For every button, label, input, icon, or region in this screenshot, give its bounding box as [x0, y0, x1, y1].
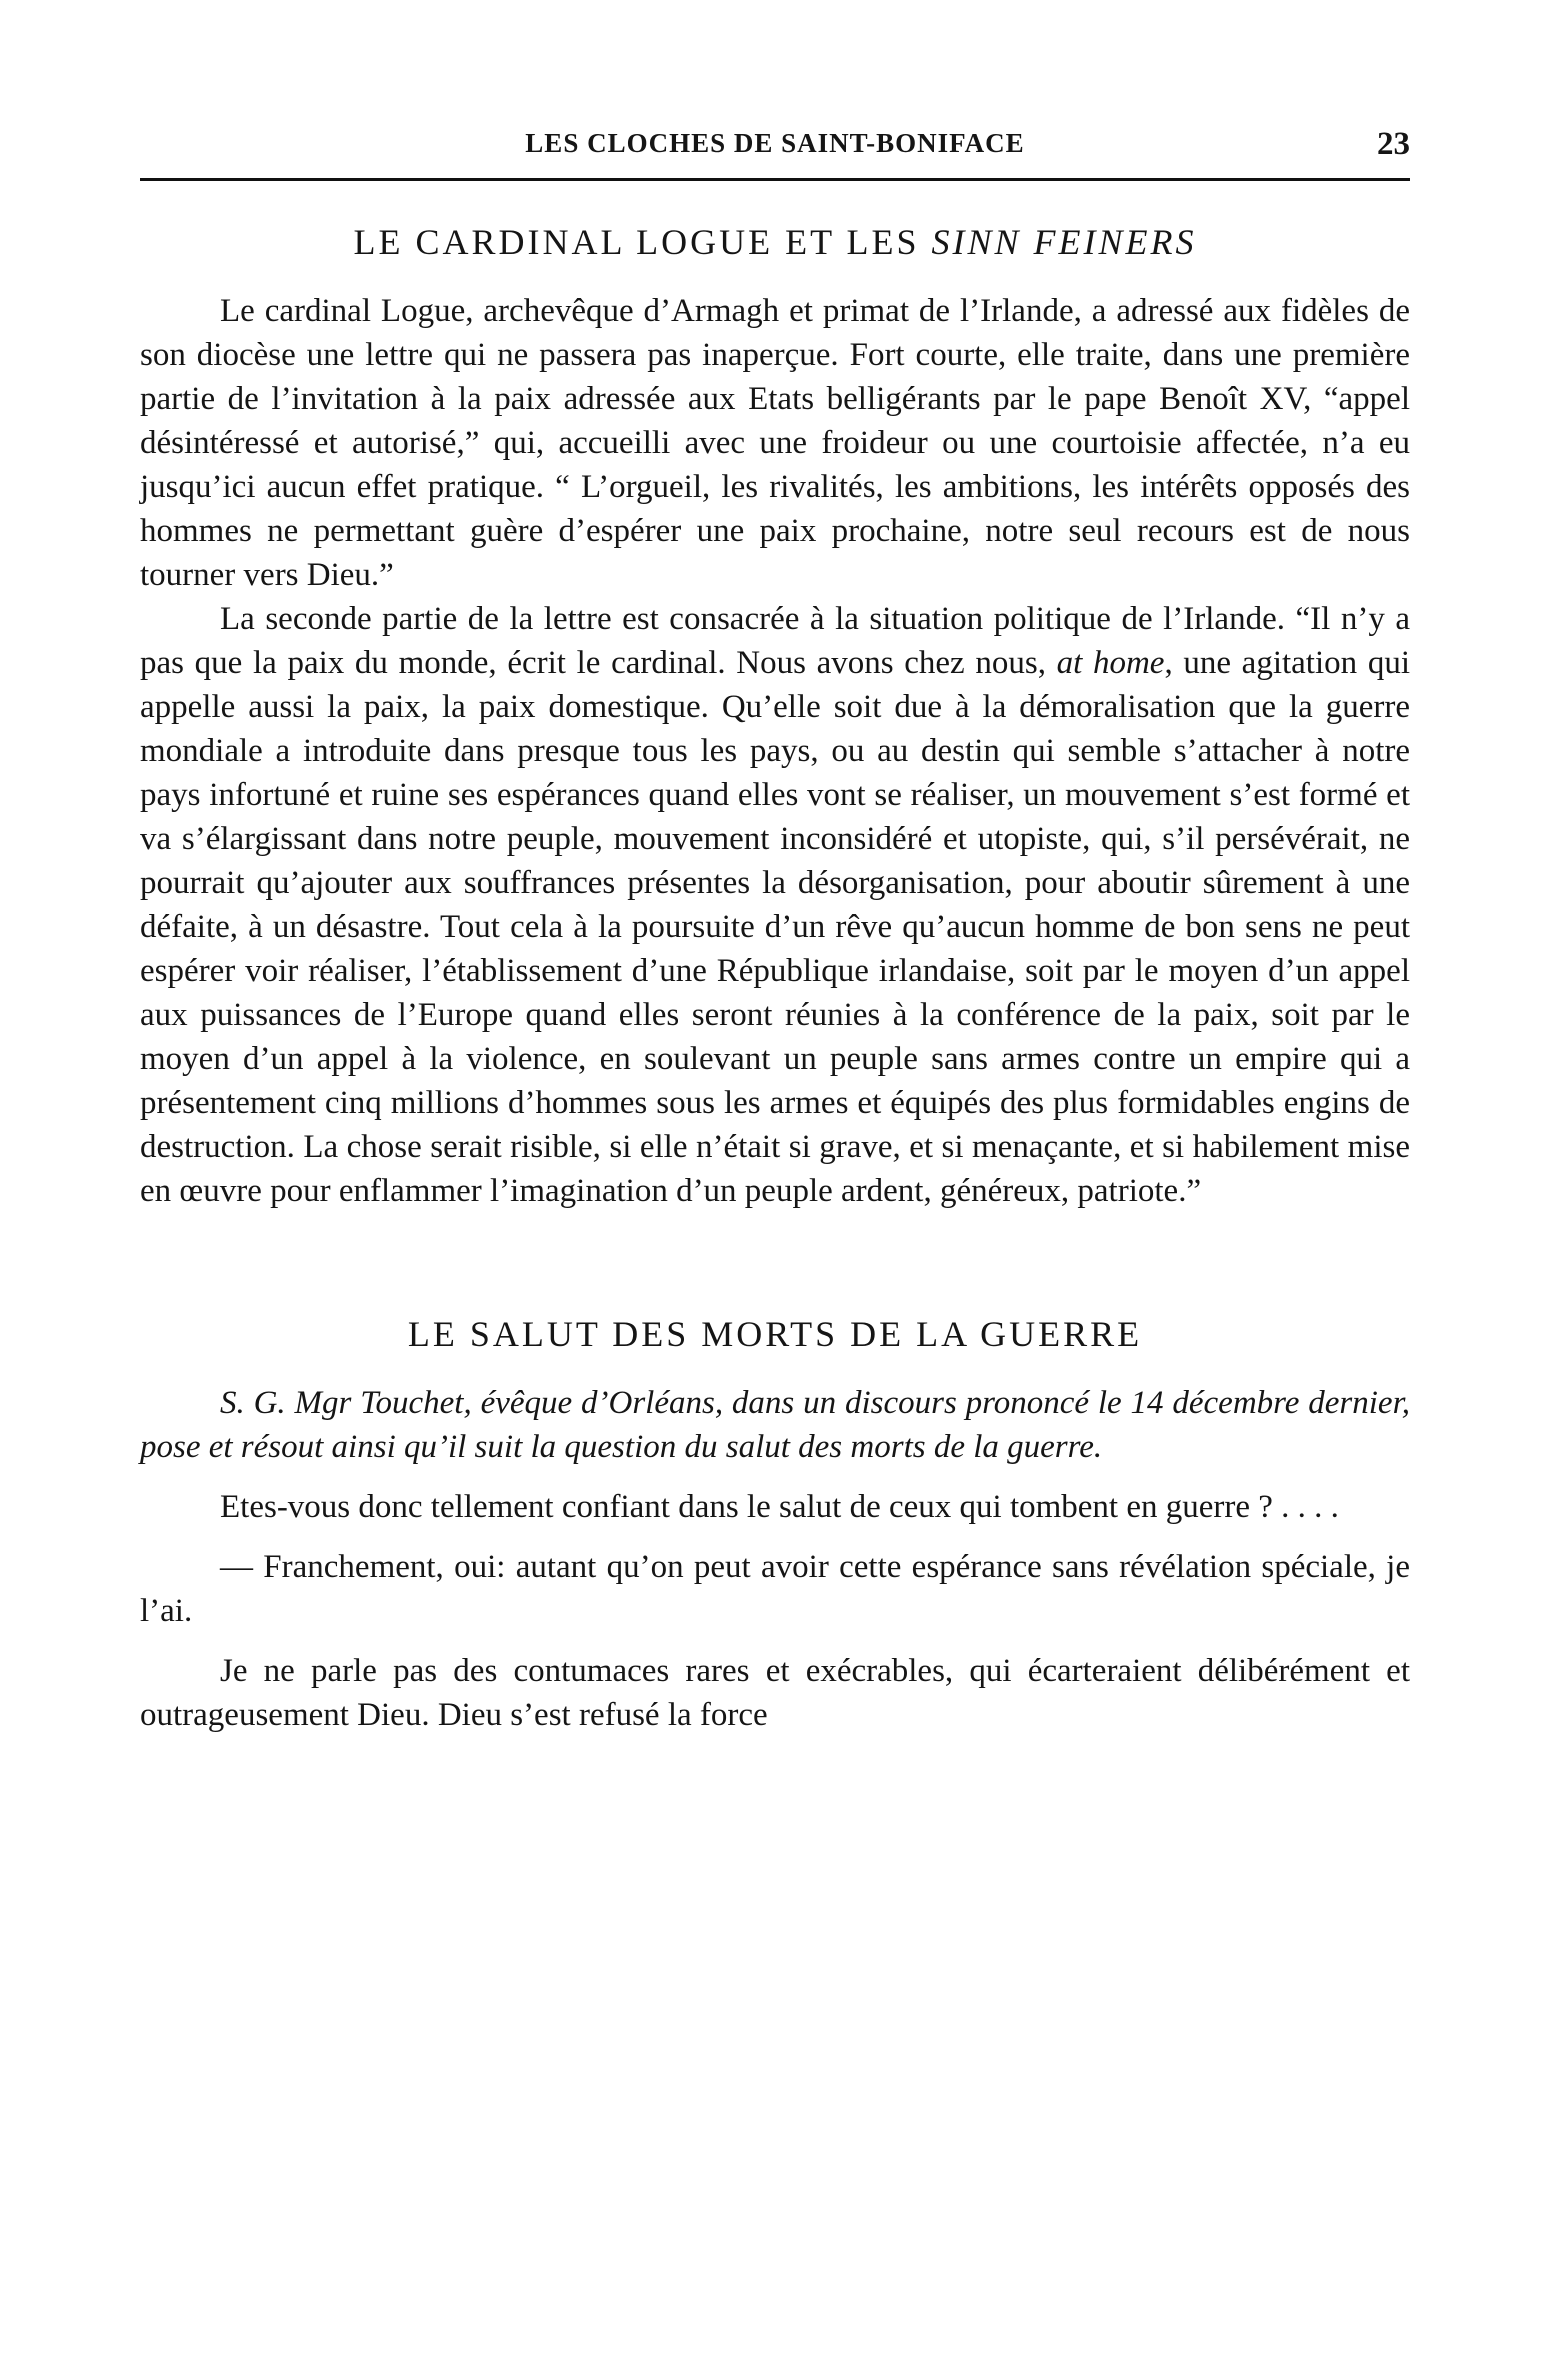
dialogue-answer: — Franchement, oui: autant qu’on peut avoir cette espérance sans révélation spéciale, je l’ai.: [140, 1549, 1410, 1629]
paragraph-continued: Je ne parle pas des contumaces rares et exécrables, qui écarteraient délibérément et outrageusement Dieu. Dieu s’est refusé la force: [140, 1653, 1410, 1733]
article-title-cardinal-logue: [140, 221, 1410, 263]
paragraph-2: [140, 597, 1410, 1213]
running-title: LES CLOCHES DE SAINT-BONIFACE: [525, 128, 1025, 158]
header-rule: [140, 178, 1410, 181]
article-title-italic: SINN FEINERS: [931, 222, 1197, 262]
paragraph-2-part-b: , une agitation qui appelle aussi la paix, la paix domestique. Qu’elle soit due à la démoralisation que la guerre mondiale a introduite dans presque tous les pays, ou au destin qui semble s’attacher à notre pays infortuné et ruine ses espérances quand elles vont se réaliser, un mouvement s’est formé et va s’élargissant dans notre peuple, mouvement inconsidéré et utopiste, qui, s’il persévérait, ne pourrait qu’ajouter aux souffrances présentes la désorganisation, pour aboutir sûrement à une défaite, à un désastre. Tout cela à la poursuite d’un rêve qu’aucun homme de bon sens ne peut espérer voir réaliser, l’établissement d’une République irlandaise, soit par le moyen d’un appel aux puissances de l’Europe quand elles seront réunies à la conférence de la paix, soit par le moyen d’un appel à la violence, en soulevant un peuple sans armes contre un empire qui a présentement cinq millions d’hommes sous les armes et équipés des plus formidables engins de destruction. La chose serait risible, si elle n’était si grave, et si menaçante, et si habilement mise en œuvre pour enflammer l’imagination d’un peuple ardent, généreux, patriote.”: [140, 645, 1410, 1209]
page-number: 23: [1377, 126, 1410, 162]
spacer: [140, 1633, 1410, 1649]
intro-note: S. G. Mgr Touchet, évêque d’Orléans, dans un discours prononcé le 14 décembre dernier, pose et résout ainsi qu’il suit la question du salut des morts de la guerre.: [140, 1385, 1410, 1465]
book-page: [140, 110, 1410, 1737]
spacer: [140, 1469, 1410, 1485]
paragraph-2-italic: at home: [1056, 645, 1165, 681]
paragraph-2-part-a: La seconde partie de la lettre est consacrée à la situation politique de l’Irlande. “Il n’y a pas que la paix du monde, écrit le cardinal. Nous avons chez nous,: [140, 601, 1410, 681]
article-title-salut-des-morts: LE SALUT DES MORTS DE LA GUERRE: [407, 1314, 1143, 1354]
spacer: [140, 1529, 1410, 1545]
dialogue-question: Etes-vous donc tellement confiant dans le salut de ceux qui tombent en guerre ? . . . .: [220, 1489, 1339, 1525]
article-title-main: LE CARDINAL LOGUE ET LES: [353, 222, 932, 262]
running-header: [140, 110, 1410, 166]
section-spacer: [140, 1213, 1410, 1273]
paragraph-1: Le cardinal Logue, archevêque d’Armagh et primat de l’Irlande, a adressé aux fidèles de son diocèse une lettre qui ne passera pas inaperçue. Fort courte, elle traite, dans une première partie de l’invitation à la paix adressée aux Etats belligérants par le pape Benoît XV, “appel désintéressé et autorisé,” qui, accueilli avec une froideur ou une courtoisie affectée, n’a eu jusqu’ici aucun effet pratique. “ L’orgueil, les rivalités, les ambitions, les intérêts opposés des hommes ne permettant guère d’espérer une paix prochaine, notre seul recours est de nous tourner vers Dieu.”: [140, 293, 1410, 593]
